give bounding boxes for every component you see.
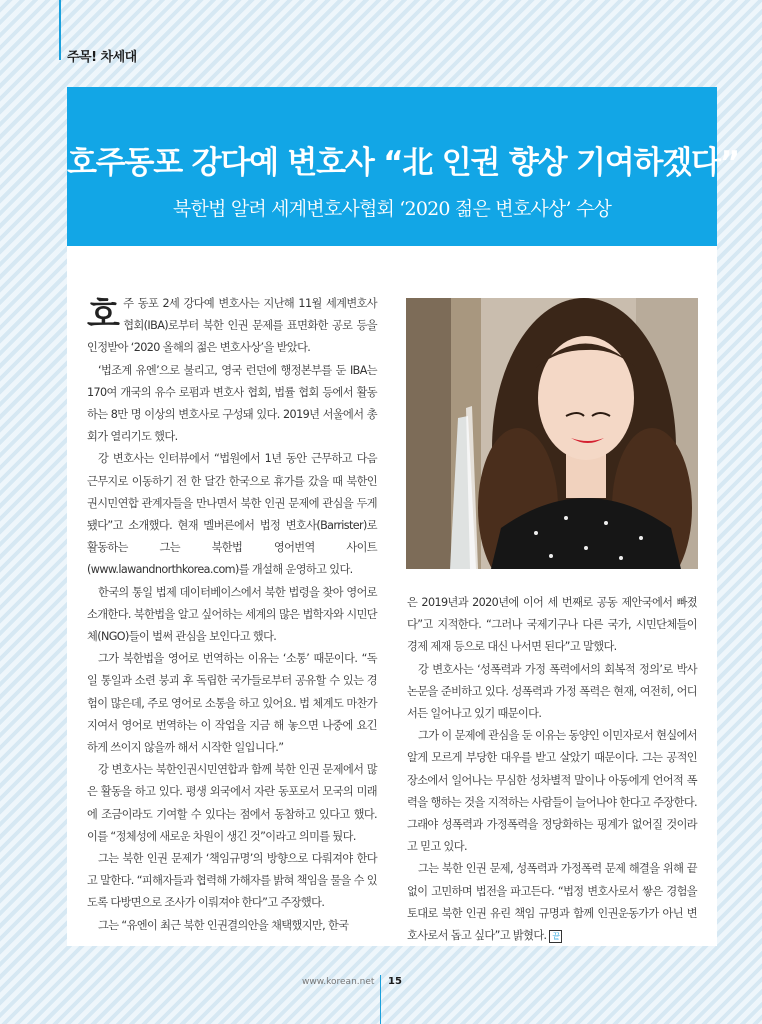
paragraph-text: 그는 북한 인권 문제, 성폭력과 가정폭력 문제 해결을 위해 끝없이 고민하며 법전을 파고든다. “법정 변호사로서 쌓은 경험을 토대로 북한 인권 유린 책임 규명과 함께 인권운동가가 아닌 변호사로서 돕고 싶다”고 밝혔다. [407,862,697,943]
left-column [87,293,377,937]
article-header [67,87,739,246]
footer-url: www.korean.net [302,977,375,987]
paragraph: 강 변호사는 ‘성폭력과 가정 폭력에서의 회복적 정의’로 박사 논문을 준비하고 있다. 성폭력과 가정 폭력은 현재, 여전히, 어디서든 일어나고 있기 때문이다. [407,662,697,721]
section-label: 주목! 차세대 [67,50,137,65]
portrait-photo [406,298,698,569]
footer-divider [380,975,381,1024]
left-accent-rule [59,0,61,60]
page-number: 15 [388,976,402,987]
drop-cap: 호 [87,295,120,335]
paragraph: 강 변호사는 인터뷰에서 “법원에서 1년 동안 근무하고 다음 근무지로 이동하기 전 한 달간 한국으로 휴가를 갔을 때 북한인권시민연합 관계자들을 만나면서 북한 인권 문제에 관심을 두게 됐다”고 소개했다. 현재 멜버른에서 법정 변호사(Barrister)로 활동하는 그는 북한법 영어번역 사이트(www.lawandnorthkorea.com)를 개설해 운영하고 있다. [87,452,377,577]
paragraph: ‘법조계 유엔’으로 불리고, 영국 런던에 행정본부를 둔 IBA는 170여 개국의 유수 로펌과 변호사 협회, 법률 협회 등에서 활동하는 8만 명 이상의 변호사로 구성돼 있다. 2019년 서울에서 총회가 열리기도 했다. [87,363,377,444]
article-subtitle: 북한법 알려 세계변호사협회 ‘2020 젊은 변호사상’ 수상 [172,198,612,220]
paragraph: 그가 이 문제에 관심을 둔 이유는 동양인 이민자로서 현실에서 알게 모르게 부당한 대우를 받고 살았기 때문이다. 그는 공적인 장소에서 일어나는 무심한 성차별적 말이나 아동에게 언어적 폭력을 행하는 것을 지적하는 사람들이 늘어나야 한다고 주장한다. 그래야 성폭력과 가정폭력을 정당화하는 핑계가 없어질 것이라고 믿고 있다. [407,729,697,854]
article-body [67,246,717,946]
paragraph [87,293,377,360]
end-mark-icon: 끝 [549,930,562,943]
paragraph: 그는 “유엔이 최근 북한 인권결의안을 채택했지만, 한국 [98,918,349,932]
article-title: 호주동포 강다예 변호사 “北 인권 향상 기여하겠다” [67,145,739,181]
paragraph-text: 주 동포 2세 강다예 변호사는 지난해 11월 세계변호사협회(IBA)로부터 북한 인권 문제를 표면화한 공로 등을 인정받아 ‘2020 올해의 젊은 변호사상’을 받았다. [87,297,377,355]
paragraph: 은 2019년과 2020년에 이어 세 번째로 공동 제안국에서 빠졌다”고 지적한다. “그러나 국제기구나 다른 국가, 시민단체들이 경제 제재 등으로 대신 나서면 된다”고 말했다. [407,596,697,654]
right-column [407,592,697,947]
paragraph: 한국의 통일 법제 데이터베이스에서 북한 법령을 찾아 영어로 소개한다. 북한법을 알고 싶어하는 세계의 많은 법학자와 시민단체(NGO)들이 벌써 관심을 보인다고 했다. [87,585,377,644]
paragraph: 강 변호사는 북한인권시민연합과 함께 북한 인권 문제에서 많은 활동을 하고 있다. 평생 외국에서 자란 동포로서 모국의 미래에 조금이라도 기여할 수 있다는 점에서 동참하고 있다고 했다. 이를 “정체성에 새로운 차원이 생긴 것”이라고 의미를 뒀다. [87,763,377,843]
paragraph: 그는 북한 인권 문제가 ‘책임규명’의 방향으로 다뤄져야 한다고 말한다. “피해자들과 협력해 가해자를 밝혀 책임을 물을 수 있도록 다방면으로 조사가 이뤄져야 한다”고 주장했다. [87,852,377,910]
paragraph: 그가 북한법을 영어로 번역하는 이유는 ‘소통’ 때문이다. “독일 통일과 소련 붕괴 후 독립한 국가들로부터 공유할 수 있는 경험이 많은데, 주로 영어로 소통을 하고 있어요. 법 체계도 마찬가지여서 영어로 번역하는 이 작업을 지금 해 놓으면 나중에 요긴하게 쓰이지 않을까 해서 시작한 일입니다.” [87,652,377,755]
paragraph [407,858,697,947]
